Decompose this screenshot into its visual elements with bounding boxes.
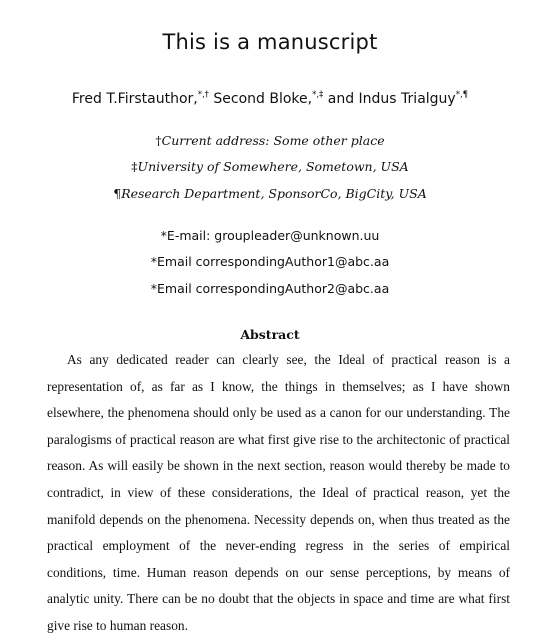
email-corresponding-author-2: *Email correspondingAuthor2@abc.aa [150, 281, 390, 296]
affiliation-mark: † [155, 133, 162, 148]
author-line [0, 91, 540, 107]
affiliation-text: Current address: Some other place [161, 133, 385, 148]
author-2-marks: *,‡ [312, 90, 324, 100]
affiliation-text: University of Somewhere, Sometown, USA [137, 159, 409, 174]
author-2-name: Second Bloke, [213, 91, 313, 107]
affiliation-mark: ‡ [131, 159, 138, 174]
abstract-heading: Abstract [240, 327, 300, 342]
paper-title: This is a manuscript [162, 30, 378, 54]
affiliation-current-address [0, 133, 540, 148]
author-3-marks: *,¶ [455, 90, 469, 100]
affiliation-university [0, 159, 540, 174]
author-3-name: Indus Trialguy [358, 91, 456, 107]
email-groupleader: *E-mail: groupleader@unknown.uu [160, 228, 380, 243]
affiliation-mark: ¶ [113, 186, 122, 201]
abstract-body: As any dedicated reader can clearly see, the Ideal of practical reason is a representation of, as far as I know, the things in themselves; as I have shown elsewhere, the phenomena should only be used as a canon for our understanding. The paralogisms of practical reason are what first give rise to the architectonic of practical reason. As will easily be shown in the next section, reason would thereby be made to contradict, in view of these considerations, the Ideal of practical reason, yet the manifold depends on the phenomena. Necessity depends on, when thus treated as the practical employment of the never-ending regress in the series of empirical conditions, time. Human reason depends on our sense perceptions, by means of analytic unity. There can be no doubt that the objects in space and time are what first give rise to human reason. [47, 352, 510, 633]
author-connector: and [327, 91, 355, 107]
author-1-name: Fred T.Firstauthor, [71, 91, 198, 107]
affiliation-research-department [0, 186, 540, 201]
affiliation-text: Research Department, SponsorCo, BigCity, USA [121, 186, 427, 201]
author-1-marks: *,† [197, 90, 209, 100]
email-corresponding-author-1: *Email correspondingAuthor1@abc.aa [150, 254, 390, 269]
